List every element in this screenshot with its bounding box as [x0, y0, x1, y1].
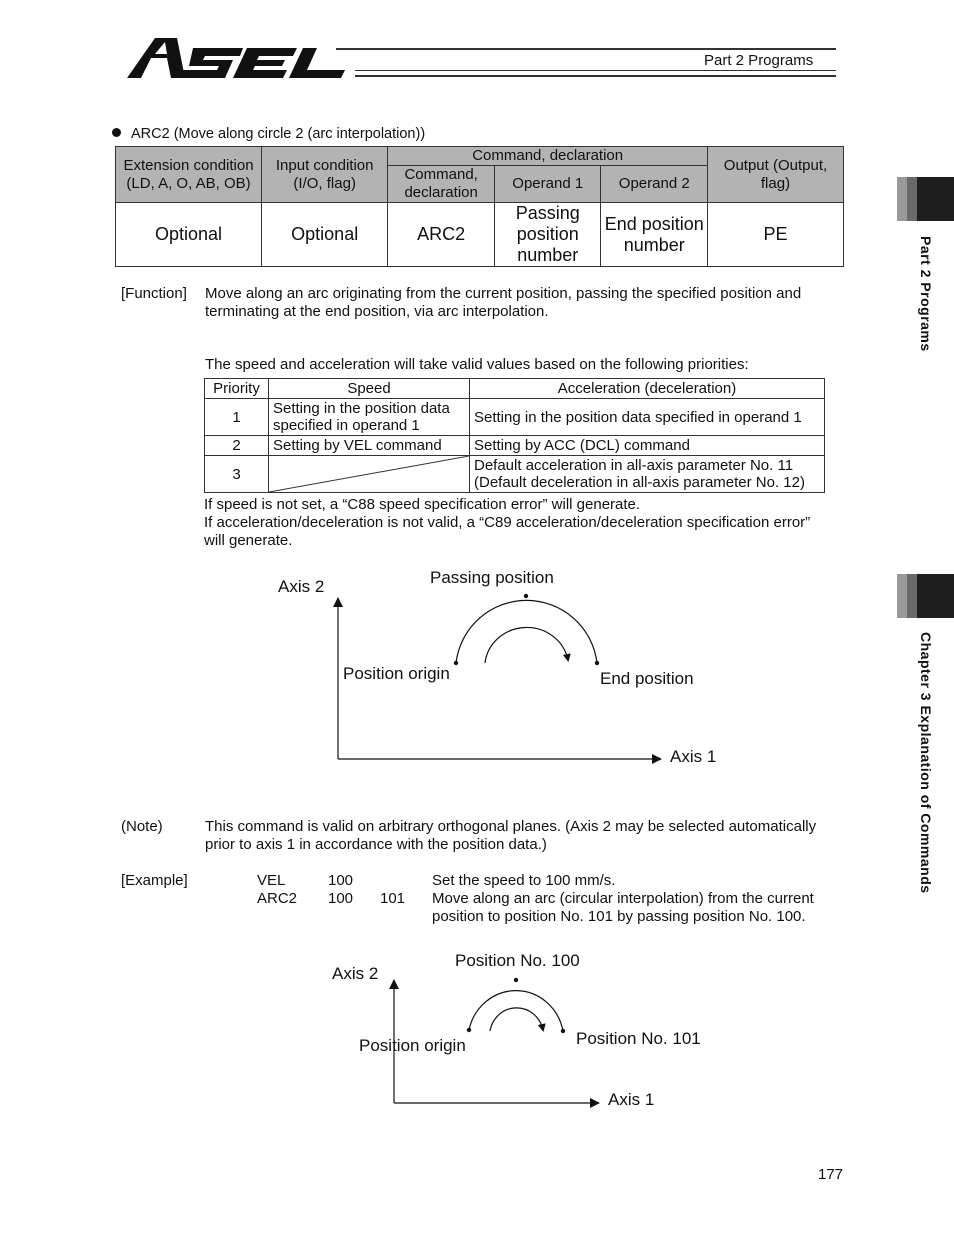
passing-point [524, 594, 528, 598]
direction-arrow [485, 627, 568, 663]
arc-path [456, 600, 597, 663]
table-row: 2 Setting by VEL command Setting by ACC (DCL) command [205, 436, 825, 456]
page-number: 177 [818, 1166, 844, 1183]
cell-operand2: End position number [601, 203, 707, 267]
example-label: [Example] [121, 872, 188, 889]
priority-intro: The speed and acceleration will take valid values based on the following priorities: [205, 356, 749, 373]
diagram2-axis1-label: Axis 1 [608, 1090, 655, 1109]
table-row: 3 Default acceleration in all-axis parameter No. 11 (Default deceleration in all-axis parameter No. 12) [205, 456, 825, 493]
header-extension: Extension condition (LD, A, O, AB, OB) [116, 147, 262, 203]
table-row: 1 Setting in the position data specified in operand 1 Setting in the position data specified in operand 1 [205, 399, 825, 436]
cell-command: ARC2 [388, 203, 495, 267]
header-operand2: Operand 2 [601, 166, 707, 203]
example-desc: Set the speed to 100 mm/s. [432, 872, 616, 889]
passing-point [514, 978, 518, 982]
side-tab-marker [897, 177, 954, 221]
error-text-3: will generate. [204, 532, 293, 549]
arc-path [469, 991, 563, 1031]
cell-extension: Optional [116, 203, 262, 267]
example-op2: 101 [380, 890, 406, 907]
priority-header-speed: Speed [269, 379, 470, 399]
diagram2-passing-label: Position No. 100 [455, 951, 580, 970]
function-label: [Function] [121, 285, 187, 302]
function-text-1: Move along an arc originating from the current position, passing the specified position and [205, 285, 802, 302]
example-desc: Move along an arc (circular interpolation) from the current [432, 890, 814, 907]
side-tab-chapter: Chapter 3 Explanation of Commands [918, 632, 934, 894]
side-tab-marker [897, 574, 954, 618]
cell-input: Optional [262, 203, 388, 267]
function-text-2: terminating at the end position, via arc interpolation. [205, 303, 549, 320]
example-op1: 100 [328, 890, 354, 907]
origin-point [454, 661, 458, 665]
error-text-1: If speed is not set, a “C88 speed specification error” will generate. [204, 496, 641, 513]
header-output: Output (Output, flag) [707, 147, 843, 203]
diagram1-passing-label: Passing position [430, 568, 554, 587]
end-point [561, 1029, 565, 1033]
priority-header-accel: Acceleration (deceleration) [470, 379, 825, 399]
diagram1-axis1-label: Axis 1 [670, 747, 717, 766]
note-text-1: This command is valid on arbitrary orthogonal planes. (Axis 2 may be selected automatically [205, 818, 817, 835]
example-cmd: ARC2 [257, 890, 298, 907]
diagram2-origin-label: Position origin [359, 1036, 466, 1055]
example-desc-cont: position to position No. 101 by passing position No. 100. [432, 908, 806, 925]
note-text-2: prior to axis 1 in accordance with the position data.) [205, 836, 547, 853]
diagram2-axis2-label: Axis 2 [332, 964, 379, 983]
example-op1: 100 [328, 872, 354, 889]
cell-operand1: Passing position number [494, 203, 601, 267]
diagram1-axis2-label: Axis 2 [278, 577, 325, 596]
diagram1-origin-label: Position origin [343, 664, 450, 683]
cell-output: PE [707, 203, 843, 267]
end-point [595, 661, 599, 665]
note-label: (Note) [121, 818, 163, 835]
diagram1-end-label: End position [600, 669, 694, 688]
example-cmd: VEL [257, 872, 286, 889]
diagram2-end-label: Position No. 101 [576, 1029, 701, 1048]
side-tab-part: Part 2 Programs [918, 236, 934, 352]
origin-point [467, 1028, 471, 1032]
section-title: ARC2 (Move along circle 2 (arc interpolation)) [112, 126, 425, 142]
header-operand1: Operand 1 [494, 166, 601, 203]
header-command: Command, declaration [388, 166, 495, 203]
direction-arrow [490, 1008, 543, 1031]
error-text-2: If acceleration/deceleration is not valid, a “C89 acceleration/deceleration specification error” [204, 514, 811, 531]
header-part-label: Part 2 Programs [704, 52, 814, 69]
header-command-group: Command, declaration [388, 147, 708, 166]
priority-header-priority: Priority [205, 379, 269, 399]
header-input: Input condition (I/O, flag) [262, 147, 388, 203]
